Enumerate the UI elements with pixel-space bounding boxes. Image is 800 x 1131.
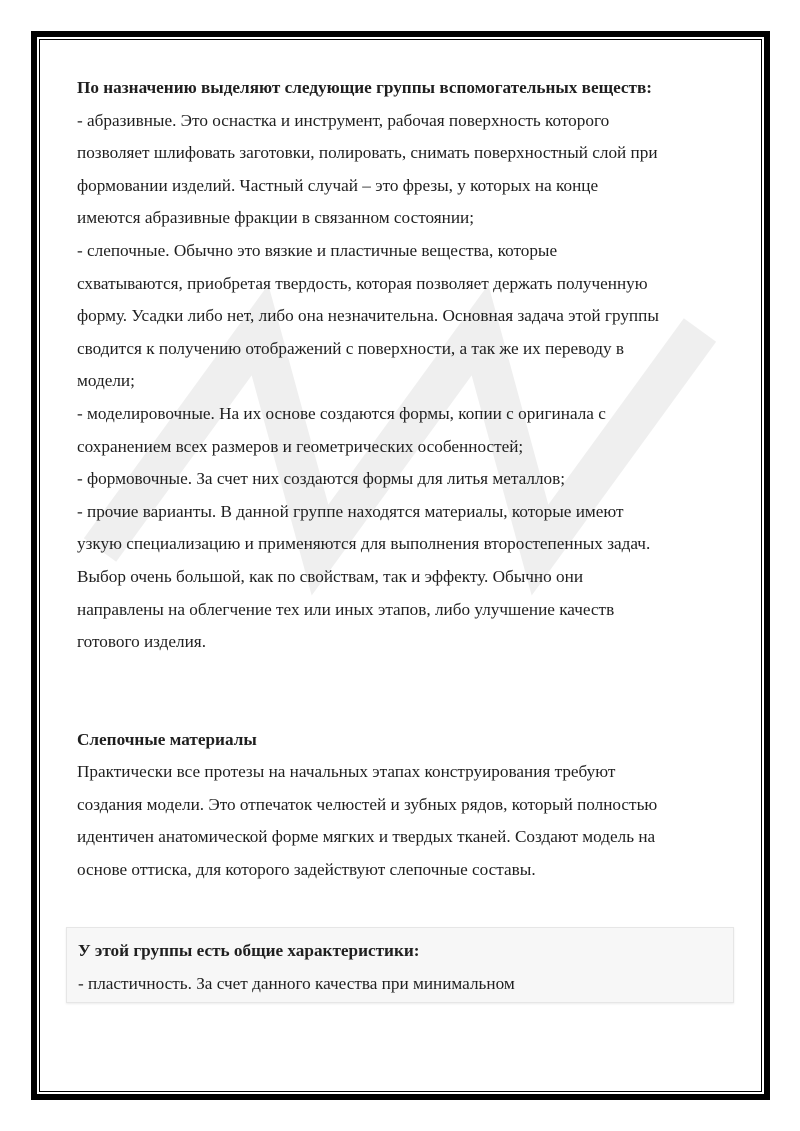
- section1-heading: По назначению выделяют следующие группы вспомогательных веществ:: [77, 78, 652, 97]
- text-line: сводится к получению отображений с поверхности, а так же их переводу в: [77, 338, 624, 358]
- text-line: - слепочные. Обычно это вязкие и пластичные вещества, которые: [77, 240, 558, 260]
- document-body: [77, 72, 727, 887]
- text-line: создания модели. Это отпечаток челюстей и зубных рядов, который полностью: [77, 794, 658, 814]
- text-line: идентичен анатомической форме мягких и твердых тканей. Создают модель на: [77, 827, 656, 847]
- text-line: Выбор очень большой, как по свойствам, так и эффекту. Обычно они: [77, 566, 584, 586]
- text-line: позволяет шлифовать заготовки, полировать, снимать поверхностный слой при: [77, 143, 658, 163]
- callout-heading: У этой группы есть общие характеристики:: [78, 941, 420, 960]
- section1-text: [77, 105, 727, 659]
- text-line: узкую специализацию и применяются для выполнения второстепенных задач.: [77, 534, 651, 554]
- text-line: - моделировочные. На их основе создаются формы, копии с оригинала с: [77, 403, 606, 423]
- text-line: форму. Усадки либо нет, либо она незначительна. Основная задача этой группы: [77, 306, 659, 326]
- text-line: - формовочные. За счет них создаются формы для литья металлов;: [77, 469, 566, 489]
- callout-box: [66, 927, 734, 1003]
- text-line: модели;: [77, 371, 135, 391]
- text-line: имеются абразивные фракции в связанном состоянии;: [77, 208, 475, 228]
- text-line: Практически все протезы на начальных этапах конструирования требуют: [77, 762, 616, 782]
- text-line: готового изделия.: [77, 632, 206, 652]
- text-line: схватываются, приобретая твердость, которая позволяет держать полученную: [77, 273, 648, 293]
- section-spacer: [77, 659, 727, 724]
- section2-text: [77, 756, 727, 886]
- text-line: - прочие варианты. В данной группе находятся материалы, которые имеют: [77, 501, 624, 521]
- section2-heading: Слепочные материалы: [77, 729, 257, 749]
- text-line: основе оттиска, для которого задействуют слепочные составы.: [77, 860, 536, 880]
- text-line: - абразивные. Это оснастка и инструмент, рабочая поверхность которого: [77, 110, 610, 130]
- text-line: направлены на облегчение тех или иных этапов, либо улучшение качеств: [77, 599, 615, 619]
- text-line: сохранением всех размеров и геометрических особенностей;: [77, 436, 524, 456]
- callout-line: - пластичность. За счет данного качества при минимальном: [78, 973, 515, 993]
- text-line: формовании изделий. Частный случай – это фрезы, у которых на конце: [77, 175, 599, 195]
